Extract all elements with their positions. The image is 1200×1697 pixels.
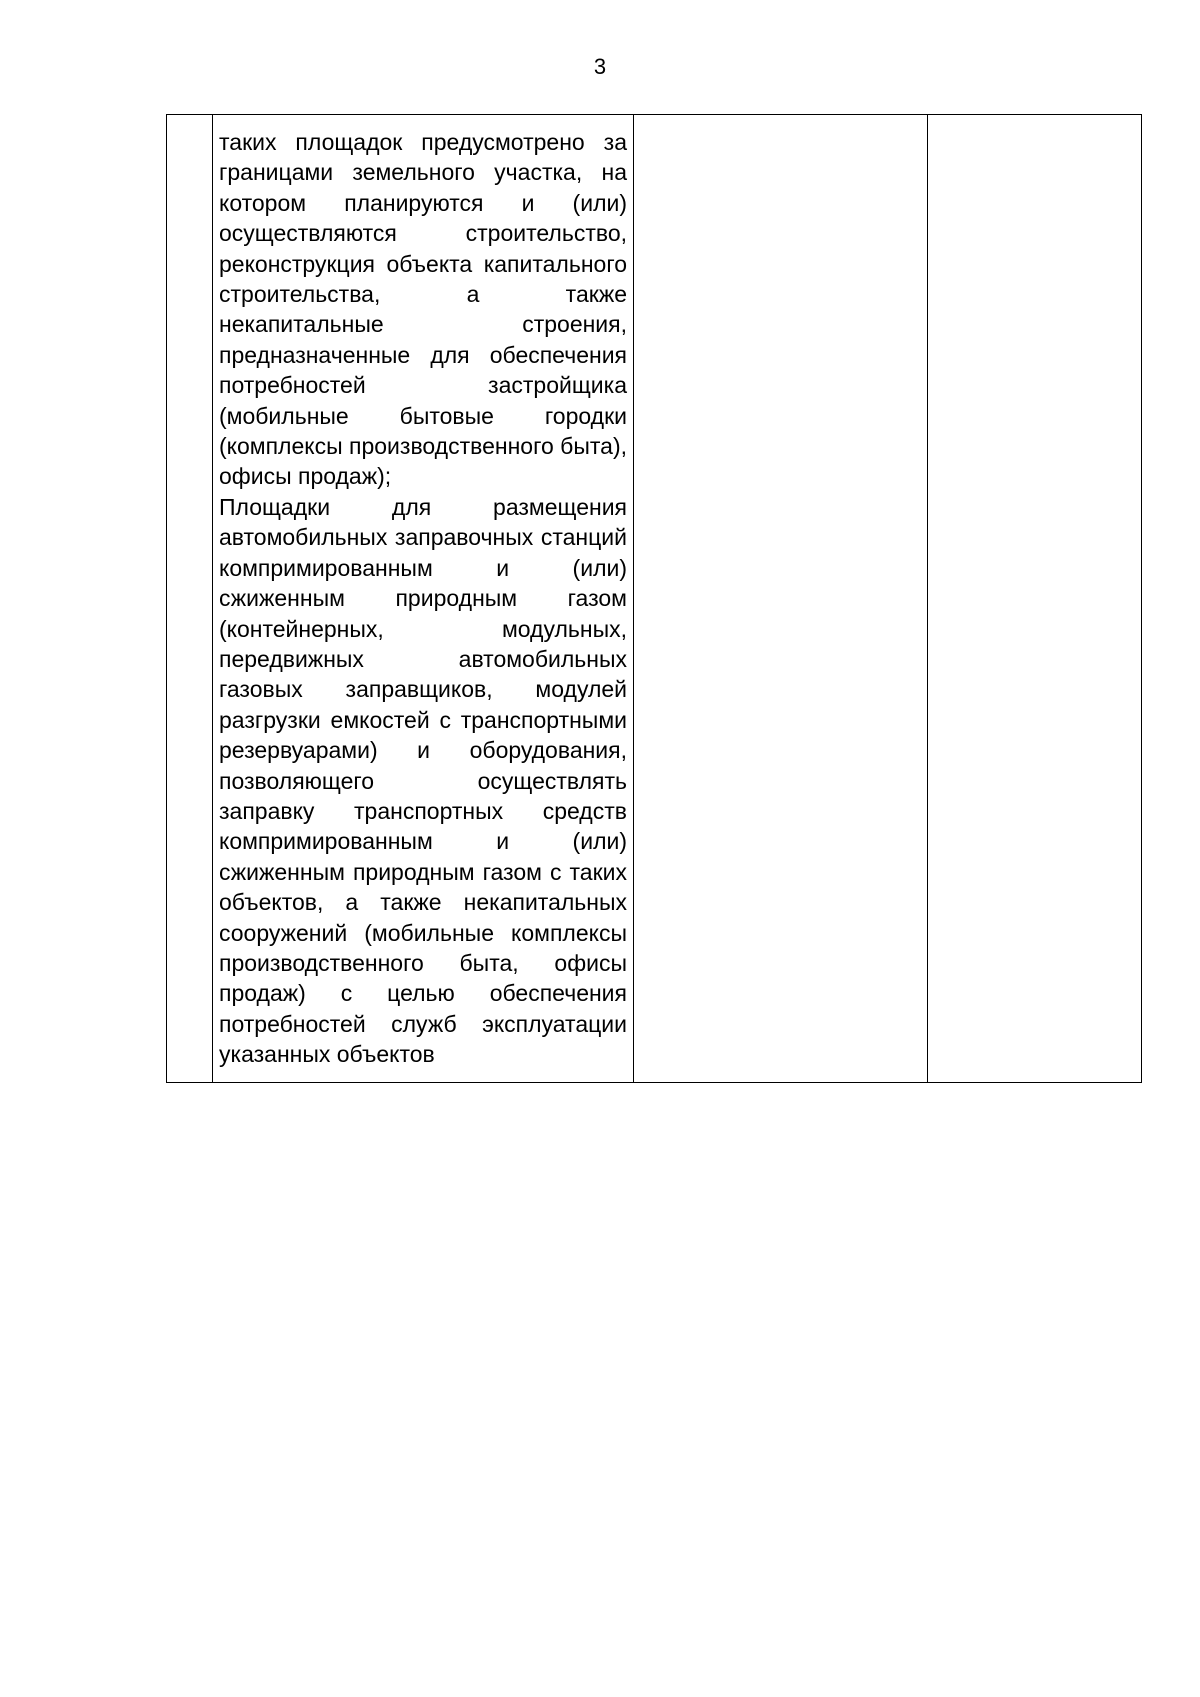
table-cell-number: [167, 115, 213, 1083]
document-table: [166, 114, 1142, 1083]
paragraph: таких площадок предусмотрено за границами земельного участка, на котором планируются и (или) осуществляются строительство, реконструкция объекта капитального строительства, а также некапитальные строения, предназначенные для обеспечения потребностей застройщика (мобильные бытовые городки (комплексы производственного быта), офисы продаж);: [219, 129, 627, 490]
table-row: [167, 115, 1142, 1083]
table-cell-empty: [634, 115, 928, 1083]
paragraph: Площадки для размещения автомобильных заправочных станций компримированным и (или) сжиженным природным газом (контейнерных, модульных, передвижных автомобильных газовых заправщиков, модулей разгрузки емкостей с транспортными резервуарами) и оборудования, позволяющего осуществлять заправку транспортных средств компримированным и (или) сжиженным природным газом с таких объектов, а также некапитальных сооружений (мобильные комплексы производственного быта, офисы продаж) с целью обеспечения потребностей служб эксплуатации указанных объектов: [219, 493, 627, 1068]
page-number: 3: [593, 54, 607, 79]
cell-text-block: [213, 115, 633, 1082]
table-cell-description: [213, 115, 634, 1083]
table-cell-empty: [928, 115, 1142, 1083]
